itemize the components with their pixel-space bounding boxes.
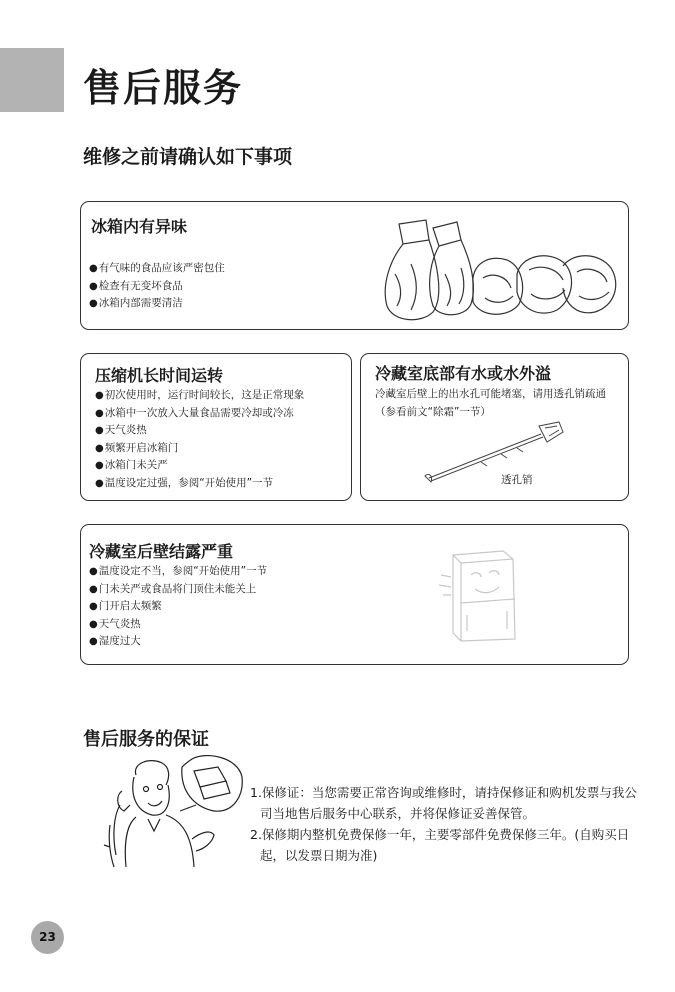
- list-item: ● 温度设定不当，参阅“开始使用”一节: [89, 563, 267, 581]
- list-item: ● 温度设定过强，参阅“开始使用”一节: [95, 475, 304, 493]
- list-item: ● 湿度过大: [89, 633, 267, 651]
- odor-section: [80, 201, 629, 330]
- list-item: ● 冰箱内部需要清洁: [89, 295, 225, 313]
- list-item: ● 冰箱门未关严: [95, 457, 304, 475]
- odor-list: [89, 260, 225, 313]
- wrapped-food-illustration: [381, 214, 621, 326]
- list-item: ● 门开启太频繁: [89, 598, 267, 616]
- guarantee-text: [250, 782, 642, 866]
- pin-tool-illustration: [421, 416, 571, 486]
- list-item: ● 天气炎热: [89, 616, 267, 634]
- list-item: ● 冰箱中一次放入大量食品需要冷却或冷冻: [95, 405, 304, 423]
- odor-title: 冰箱内有异味: [91, 217, 188, 236]
- list-item: ● 检查有无变坏食品: [89, 278, 225, 296]
- list-item: ● 有气味的食品应该严密包住: [89, 260, 225, 278]
- fridge-illustration: [431, 545, 531, 645]
- guarantee-item: 2.保修期内整机免费保修一年，主要零部件免费保修三年。(自购买日起，以发票日期为准): [250, 827, 630, 863]
- list-item: ● 天气炎热: [95, 422, 304, 440]
- compressor-section: [80, 353, 352, 501]
- guarantee-title: 售后服务的保证: [83, 729, 209, 750]
- page-title: 售后服务: [83, 66, 244, 110]
- water-title: 冷藏室底部有水或水外溢: [375, 364, 552, 383]
- list-item: ● 频繁开启冰箱门: [95, 440, 304, 458]
- water-section: [360, 353, 629, 501]
- compressor-title: 压缩机长时间运转: [95, 366, 224, 385]
- service-person-illustration: [96, 755, 246, 870]
- frost-title: 冷藏室后壁结露严重: [89, 542, 234, 561]
- list-item: ● 初次使用时，运行时间较长，这是正常现象: [95, 387, 304, 405]
- pin-label: 透孔销: [501, 474, 533, 486]
- frost-list: [89, 563, 267, 651]
- water-text: 冷藏室后壁上的出水孔可能堵塞，请用透孔销疏通（参看前文“除霜”一节）: [375, 388, 606, 418]
- guarantee-item: 1.保修证：当您需要正常咨询或维修时，请持保修证和购机发票与我公司当地售后服务中心联系，并将保修证妥善保管。: [250, 785, 637, 821]
- list-item: ● 门未关严或食品将门顶住未能关上: [89, 581, 267, 599]
- frost-section: [80, 524, 629, 665]
- compressor-list: [95, 387, 304, 492]
- page-number: 23: [31, 921, 64, 954]
- page-subtitle: 维修之前请确认如下事项: [83, 146, 293, 168]
- header-gray-block: [0, 48, 64, 112]
